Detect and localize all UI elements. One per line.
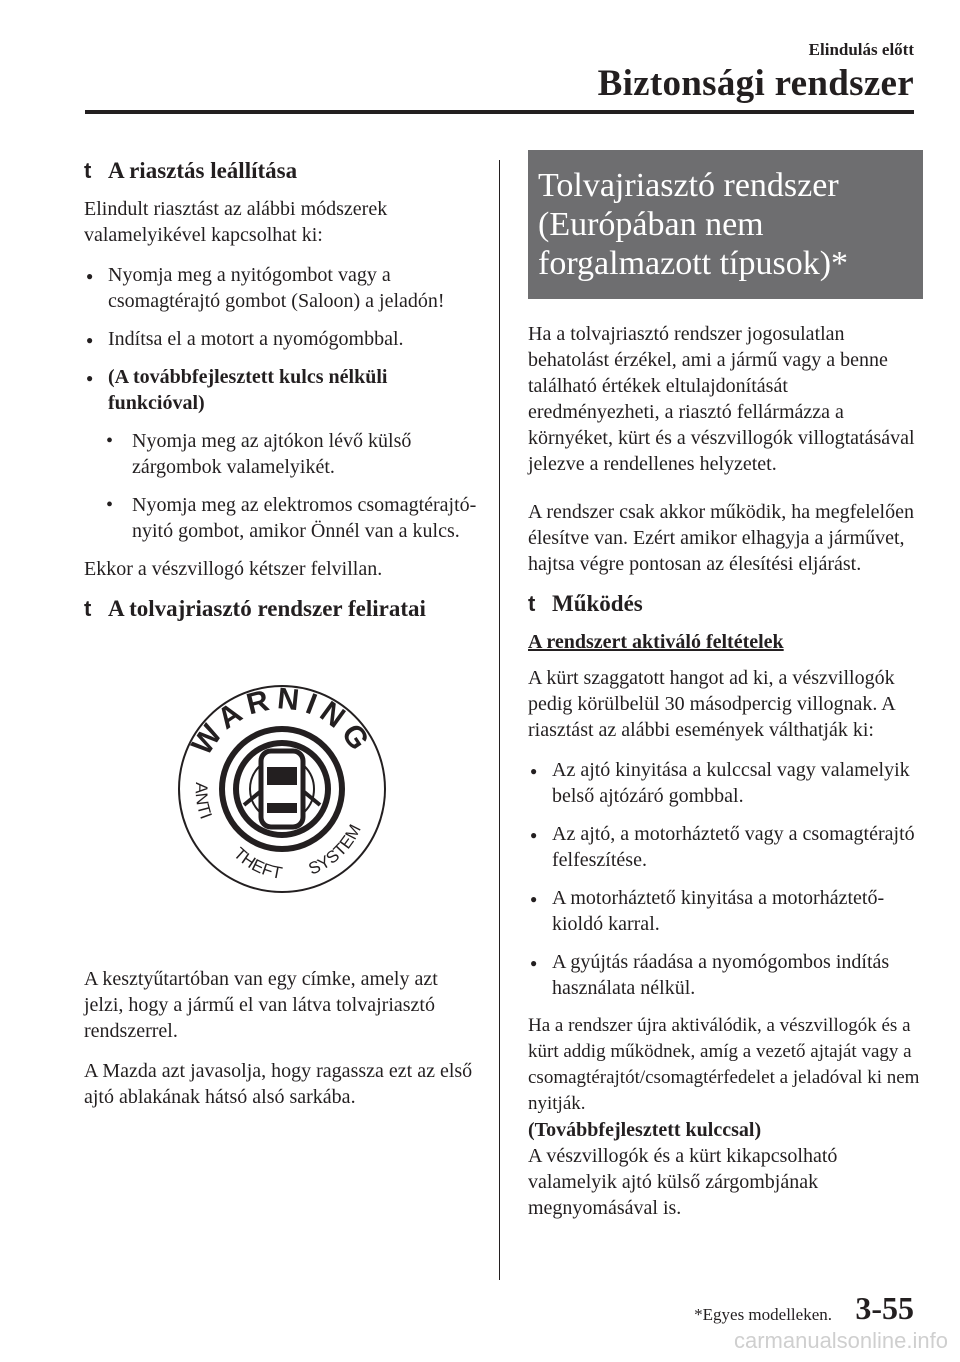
list-item: ● A gyújtás ráadása a nyomógombos indítás használata nélkül. bbox=[528, 949, 923, 1001]
list-item: ● Az ajtó, a motorháztető vagy a csomagtérajtó felfeszítése. bbox=[528, 821, 923, 873]
label-anti-text: ANTI bbox=[191, 781, 216, 822]
heading-text: Működés bbox=[552, 591, 643, 616]
list-item: ● A motorháztető kinyitása a motorháztető-kioldó karral. bbox=[528, 885, 923, 937]
heading-operation bbox=[528, 591, 923, 617]
paragraph: A vészvillogók és a kürt kikapcsolható valamelyik ajtó külső zárgombjának megnyomásával is. bbox=[528, 1145, 838, 1219]
page-number: 3-55 bbox=[855, 1290, 914, 1326]
heading-text: A tolvajriasztó rendszer feliratai bbox=[108, 596, 426, 621]
list-item: ● (A továbbfejlesztett kulcs nélküli funkcióval) bbox=[84, 364, 479, 416]
anti-theft-warning-icon bbox=[172, 679, 392, 899]
heading-text: A riasztás leállítása bbox=[108, 158, 298, 183]
list-item: ● Indítsa el a motort a nyomógombbal. bbox=[84, 326, 479, 352]
paragraph: Elindult riasztást az alábbi módszerek valamelyikével kapcsolhat ki: bbox=[84, 198, 388, 246]
heading-stop-alarm bbox=[84, 158, 479, 184]
label-system-text: SYSTEM bbox=[305, 821, 365, 879]
label-theft-text: THEFT bbox=[229, 843, 284, 883]
paragraph: Ha a tolvajriasztó rendszer jogosulatlan behatolást érzékel, ami a jármű vagy a benne található értékek eltulajdonítását eredményezheti, a riasztó fellármázza a környéket, kürt és a vészvillogók villogtatásával jelezve a rendellenes helyzetet. bbox=[528, 323, 915, 475]
paragraph: A Mazda azt javasolja, hogy ragassza ezt az első ajtó ablakának hátsó alsó sarkába. bbox=[84, 1060, 473, 1108]
paragraph-bold: (Továbbfejlesztett kulccsal) bbox=[528, 1119, 762, 1141]
paragraph: A kesztyűtartóban van egy címke, amely azt jelzi, hogy a jármű el van látva tolvajriasztó rendszerrel. bbox=[84, 968, 438, 1042]
list-item: • Nyomja meg az ajtókon lévő külső zárgombok valamelyikét. bbox=[84, 428, 479, 480]
sub-bullet-list bbox=[84, 428, 479, 544]
list-item: ● Az ajtó kinyitása a kulccsal vagy valamelyik belső ajtózáró gombbal. bbox=[528, 757, 923, 809]
watermark: carmanualsonline.info bbox=[733, 1328, 948, 1353]
bullet-list bbox=[84, 262, 479, 416]
paragraph: A rendszer csak akkor működik, ha megfelelően élesítve van. Ezért amikor elhagyja a járművet, hajtsa végre pontosan az élesítési eljárást. bbox=[528, 501, 914, 575]
section-title: Elindulás előtt bbox=[808, 40, 914, 59]
section-marker-icon: t bbox=[84, 596, 92, 621]
footnote: *Egyes modelleken. bbox=[694, 1305, 832, 1324]
header-rule bbox=[85, 110, 914, 114]
left-column bbox=[84, 150, 479, 1124]
anti-theft-label-figure bbox=[84, 634, 479, 944]
column-divider bbox=[499, 160, 500, 1280]
section-box-title: Tolvajriasztó rendszer (Európában nem forgalmazott típusok)* bbox=[528, 150, 923, 299]
list-item: ● Nyomja meg a nyitógombot vagy a csomagtérajtó gombot (Saloon) a jeladón! bbox=[84, 262, 479, 314]
subheading: A rendszert aktiváló feltételek bbox=[528, 631, 784, 653]
right-column bbox=[528, 150, 923, 1235]
paragraph: A kürt szaggatott hangot ad ki, a vészvillogók pedig körülbelül 30 másodpercig villognak. A riasztást az alábbi események válthatják ki: bbox=[528, 667, 895, 741]
section-marker-icon: t bbox=[84, 158, 92, 183]
heading-labels bbox=[84, 596, 479, 622]
list-item: • Nyomja meg az elektromos csomagtérajtó-nyitó gombot, amikor Önnél van a kulcs. bbox=[84, 492, 479, 544]
car-icon bbox=[261, 751, 303, 827]
bullet-list bbox=[528, 757, 923, 1001]
label-warning-text: WARNING bbox=[184, 682, 379, 762]
paragraph: Ha a rendszer újra aktiválódik, a vészvillogók és a kürt addig működnek, amíg a vezető ajtaját vagy a csomagtérajtót/csomagtérfedelet a jeladóval ki nem nyitják. bbox=[528, 1015, 920, 1114]
section-marker-icon: t bbox=[528, 591, 536, 616]
paragraph: Ekkor a vészvillogó kétszer felvillan. bbox=[84, 558, 383, 580]
page-title: Biztonsági rendszer bbox=[597, 63, 914, 104]
